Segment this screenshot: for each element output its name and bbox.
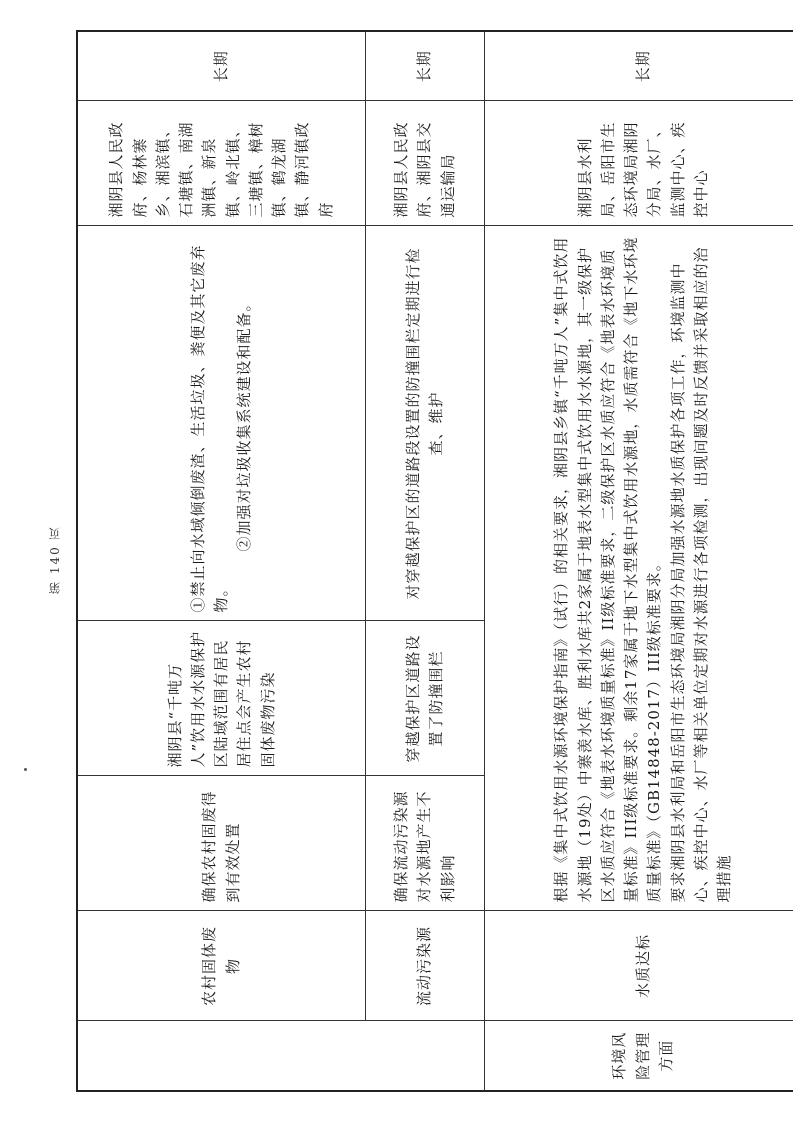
period-cell: 长期	[366, 31, 484, 101]
measures-cell	[366, 226, 484, 621]
responsible-cell: 湘阴县人民政府、湘阴县交通运输局	[366, 101, 484, 226]
category-cell: 农村固体废物	[77, 911, 366, 1021]
responsible-cell: 湘阴县水利局、岳阳市生态环境局湘阴分局、水厂、监测中心、疾控中心	[484, 101, 793, 226]
goal-cell: 确保农村固废得到有效处置	[77, 776, 366, 911]
requirement-footer-text: 要求湘阴县水利局和岳阳市生态环境局湘阴分局加强水源地水质保护各项工作，环境监测中心、疾控中心、水厂等相关单位定期对水源进行各项检测，出现问题及时反馈并采取相应的治理措施	[668, 246, 734, 903]
location-cell: 湘阴县“千吨万人”饮用水水源保护区陆域范围有居民居住点会产生农村固体废物污染	[77, 621, 366, 776]
measure-item: 对穿越保护区的道路段设置的防撞围栏定期进行检查、维护	[403, 247, 445, 600]
period-cell: 长期	[77, 31, 366, 101]
page-number: 第 140 页	[48, 525, 62, 595]
category-cell: 流动污染源	[366, 911, 484, 1021]
period-cell: 长期	[484, 31, 793, 101]
type-cell: 环境风险管理方面	[484, 1021, 793, 1091]
table-row	[366, 31, 484, 1091]
responsible-cell: 湘阴县人民政府、杨林寨乡、湘滨镇、石塘镇、南湖洲镇、新泉镇、岭北镇、三塘镇、樟树镇、鹤龙湖镇、静河镇政府	[77, 101, 366, 226]
table-row	[484, 31, 793, 1091]
location-cell: 穿越保护区道路设置了防撞围栏	[366, 621, 484, 776]
water-quality-content-cell	[484, 226, 793, 911]
table-row	[77, 31, 366, 1091]
scan-speck	[24, 768, 27, 771]
measure-item: ①禁止向水域倾倒废渣、生活垃圾、粪便及其它废弃物。	[188, 244, 231, 613]
type-cell-empty	[77, 1021, 484, 1091]
measure-item: ②加强对垃圾收集系统建设和配备。	[235, 295, 254, 552]
rotated-table-wrapper	[76, 32, 793, 1092]
goal-cell: 确保流动污染源对水源地产生不利影响	[366, 776, 484, 911]
requirement-text: 根据《集中式饮用水源环境保护指南》（试行）的相关要求，湘阴县乡镇“千吨万人”集中式饮用水源地（19处）中寨羡水库、胜利水库共2家属于地表水型集中式饮用水水源地，其一级保护区水质应符合《地表水环境质量标准》II级标准要求，二级保护区水质应符合《地表水环境质量标准》III级标准要求。剩余17家属于地下水型集中式饮用水源地，水质需符合《地下水环境质量标准》（GB14848-2017）III级标准要求。	[552, 236, 664, 903]
measures-table	[76, 30, 793, 1092]
measures-cell	[77, 226, 366, 621]
category-cell: 水质达标	[484, 911, 793, 1021]
